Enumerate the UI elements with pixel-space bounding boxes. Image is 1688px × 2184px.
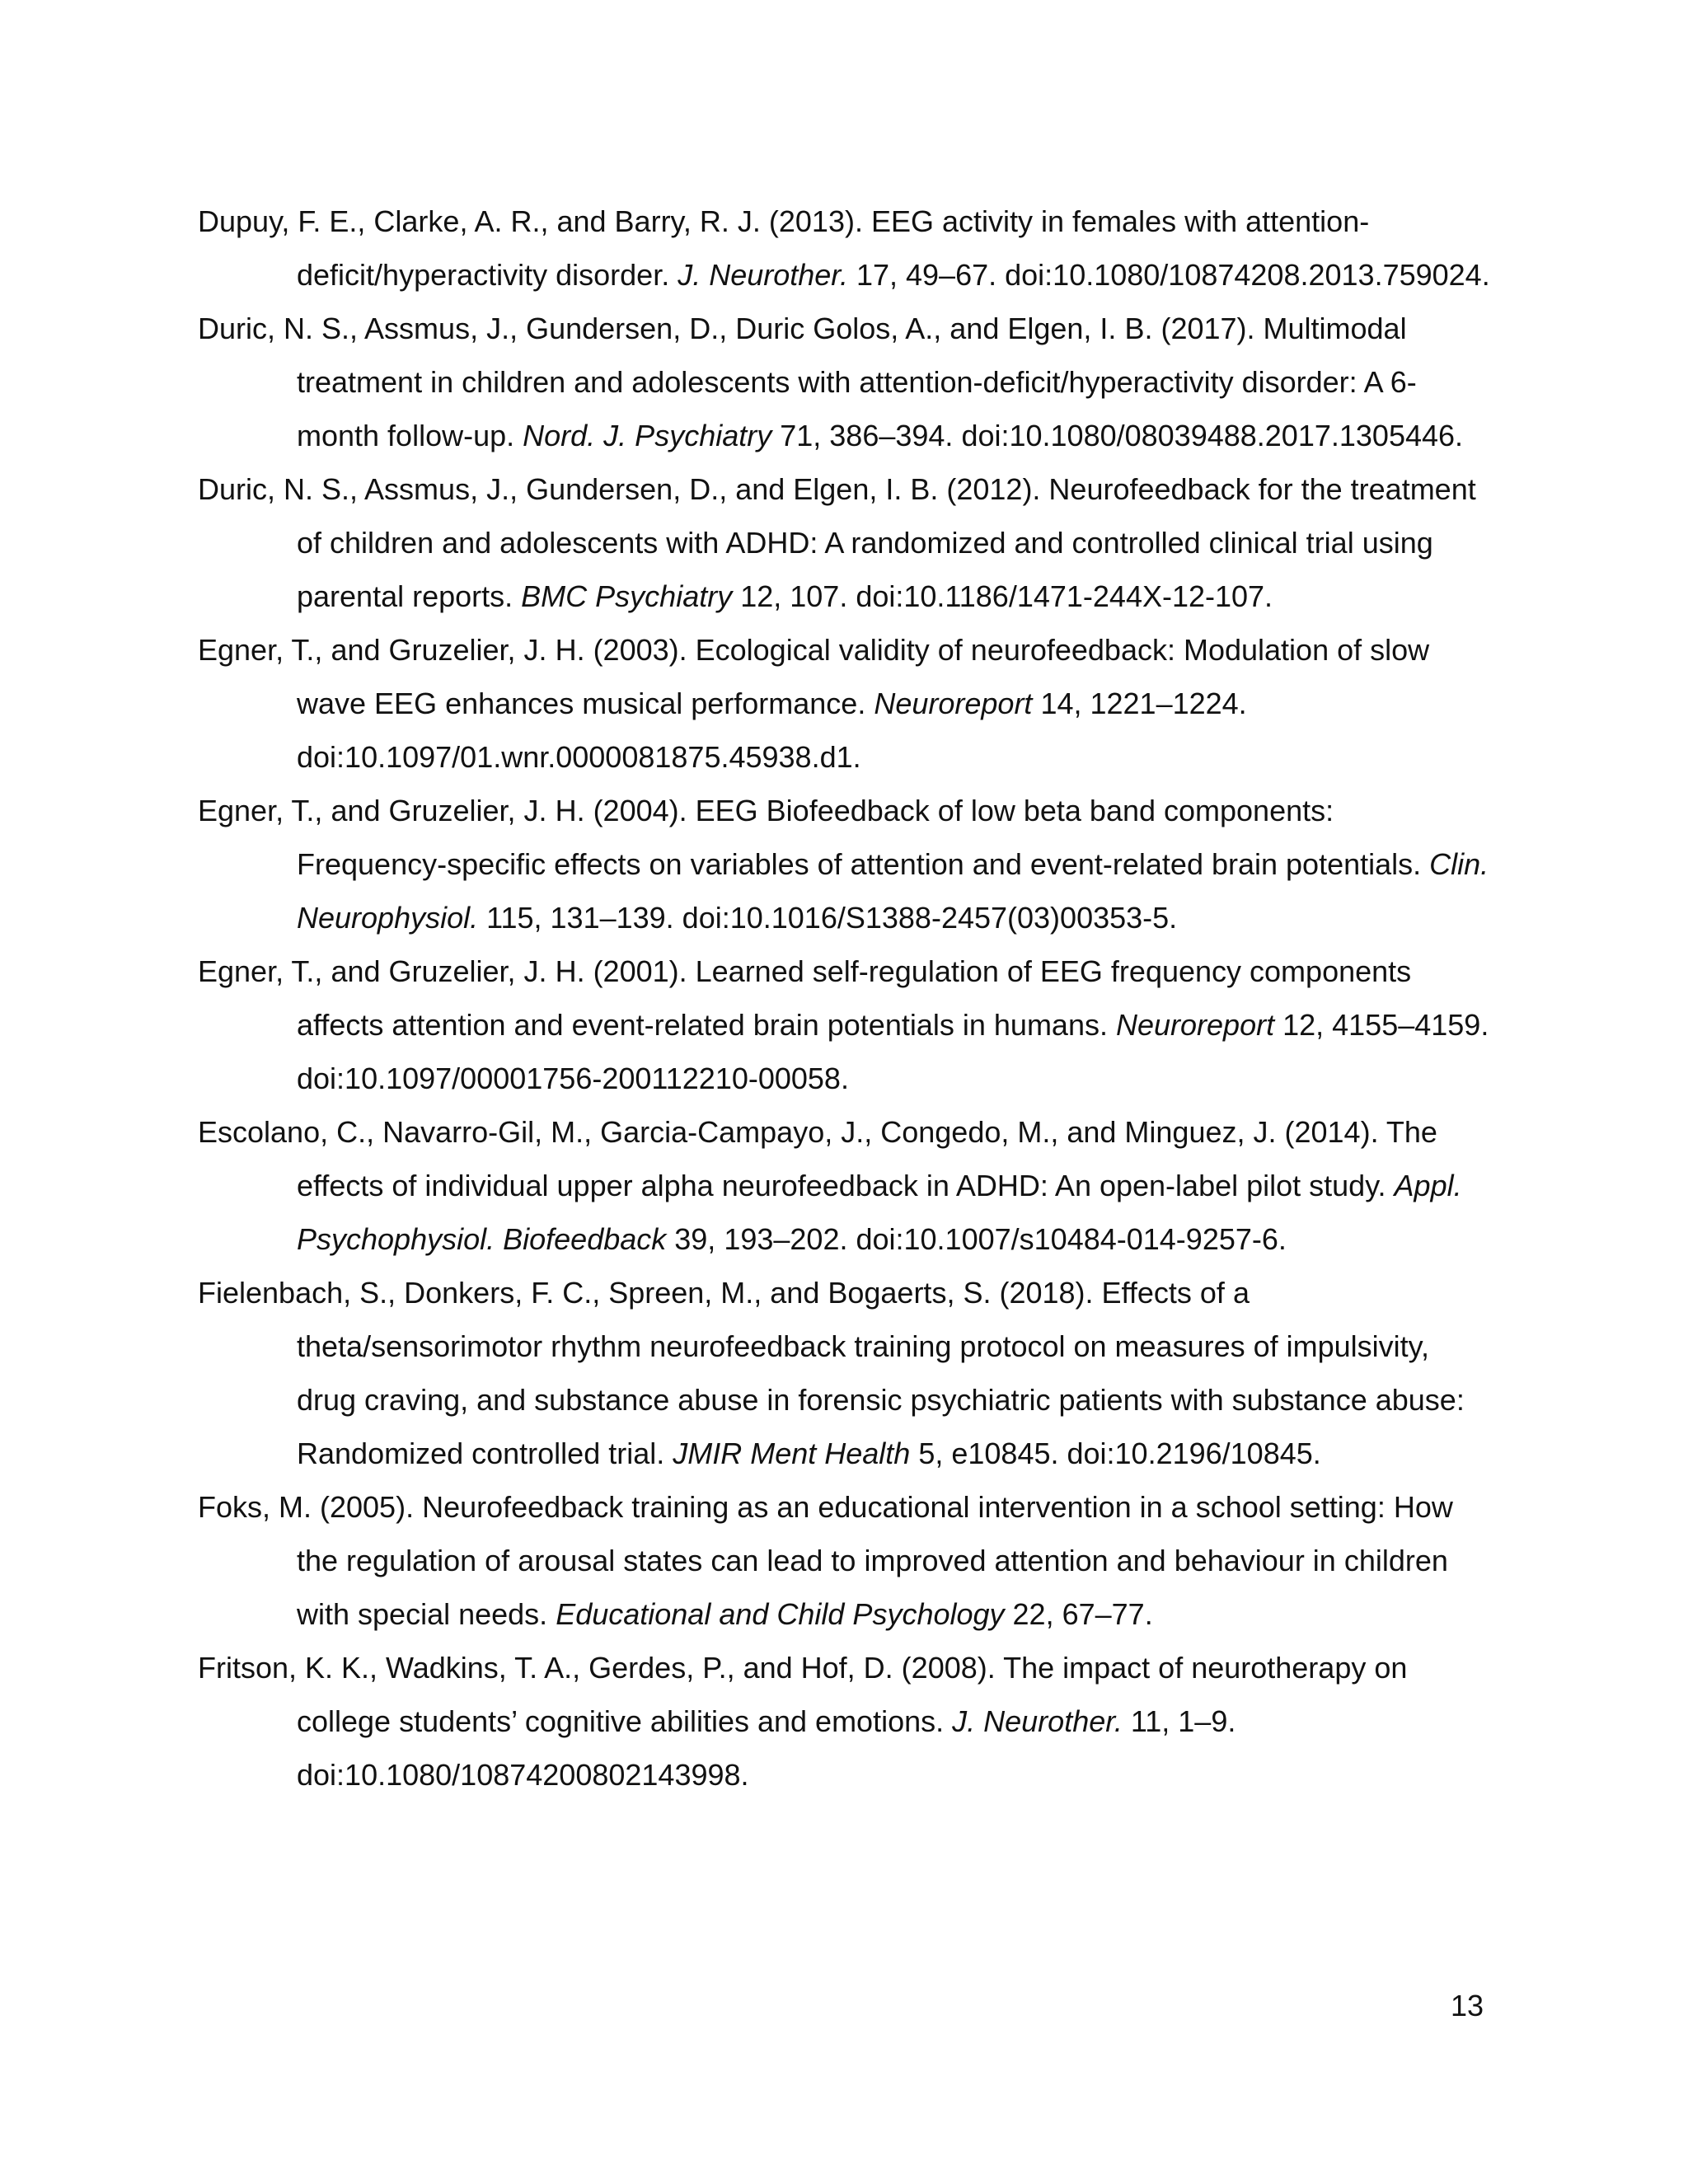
reference-details: 5, e10845. doi:10.2196/10845. xyxy=(910,1436,1321,1470)
reference-text: Fielenbach, S., Donkers, F. C., Spreen, M., and Bogaerts, S. (2018). Effects of a theta/sensorimotor rhythm neurofeedback training protocol on measures of impulsivity, drug craving, and substance abuse in forensic psychiatric patients with substance abuse: Randomized controlled trial. xyxy=(198,1276,1465,1470)
journal-name: J. Neurother. xyxy=(952,1704,1123,1738)
reference-entry xyxy=(198,1105,1492,1266)
reference-details: 39, 193–202. doi:10.1007/s10484-014-9257-6. xyxy=(666,1222,1287,1256)
journal-name: J. Neurother. xyxy=(678,258,848,292)
reference-entry xyxy=(198,462,1492,623)
journal-name: Clin. Neurophysiol. xyxy=(297,847,1489,935)
reference-text: Dupuy, F. E., Clarke, A. R., and Barry, R. J. (2013). EEG activity in females with attention-deficit/hyperactivity disorder. xyxy=(198,204,1370,292)
reference-list xyxy=(198,194,1492,1802)
journal-name: BMC Psychiatry xyxy=(521,579,733,613)
reference-text: Escolano, C., Navarro-Gil, M., Garcia-Campayo, J., Congedo, M., and Minguez, J. (2014). The effects of individual upper alpha neurofeedback in ADHD: An open-label pilot study. xyxy=(198,1115,1437,1202)
journal-name: Neuroreport xyxy=(874,687,1033,720)
reference-text: Egner, T., and Gruzelier, J. H. (2003). Ecological validity of neurofeedback: Modulation of slow wave EEG enhances musical performance. xyxy=(198,633,1430,720)
reference-details: 14, 1221–1224. doi:10.1097/01.wnr.0000081875.45938.d1. xyxy=(297,687,1247,774)
reference-text: Foks, M. (2005). Neurofeedback training as an educational intervention in a school setting: How the regulation of arousal states can lead to improved attention and behaviour in children with special needs. xyxy=(198,1490,1453,1631)
reference-entry xyxy=(198,302,1492,462)
reference-entry xyxy=(198,194,1492,302)
page-number: 13 xyxy=(1450,1989,1484,2022)
journal-name: JMIR Ment Health xyxy=(673,1436,911,1470)
reference-details: 17, 49–67. doi:10.1080/10874208.2013.759024. xyxy=(847,258,1490,292)
reference-text: Duric, N. S., Assmus, J., Gundersen, D., Duric Golos, A., and Elgen, I. B. (2017). Multimodal treatment in children and adolescents with attention-deficit/hyperactivity disorder: A 6-month follow-up. xyxy=(198,312,1417,452)
reference-details: 22, 67–77. xyxy=(1004,1597,1153,1631)
journal-name: Educational and Child Psychology xyxy=(556,1597,1005,1631)
reference-entry xyxy=(198,784,1492,944)
reference-entry xyxy=(198,1480,1492,1641)
reference-details: 115, 131–139. doi:10.1016/S1388-2457(03)00353-5. xyxy=(478,901,1178,935)
reference-entry xyxy=(198,1266,1492,1480)
reference-text: Egner, T., and Gruzelier, J. H. (2004). EEG Biofeedback of low beta band components: Frequency-specific effects on variables of attention and event-related brain potentials. xyxy=(198,794,1430,881)
reference-text: Fritson, K. K., Wadkins, T. A., Gerdes, P., and Hof, D. (2008). The impact of neurotherapy on college students’ cognitive abilities and emotions. xyxy=(198,1651,1408,1738)
reference-entry xyxy=(198,944,1492,1105)
reference-text: Duric, N. S., Assmus, J., Gundersen, D., and Elgen, I. B. (2012). Neurofeedback for the treatment of children and adolescents with ADHD: A randomized and controlled clinical trial using parental reports. xyxy=(198,472,1476,613)
reference-entry xyxy=(198,1641,1492,1802)
reference-details: 71, 386–394. doi:10.1080/08039488.2017.1305446. xyxy=(771,419,1464,452)
reference-entry xyxy=(198,623,1492,784)
journal-name: Appl. Psychophysiol. Biofeedback xyxy=(297,1169,1462,1256)
reference-text: Egner, T., and Gruzelier, J. H. (2001). Learned self-regulation of EEG frequency components affects attention and event-related brain potentials in humans. xyxy=(198,954,1412,1042)
journal-name: Nord. J. Psychiatry xyxy=(523,419,772,452)
reference-details: 12, 4155–4159. doi:10.1097/00001756-200112210-00058. xyxy=(297,1008,1489,1095)
reference-details: 12, 107. doi:10.1186/1471-244X-12-107. xyxy=(732,579,1273,613)
journal-name: Neuroreport xyxy=(1115,1008,1275,1042)
reference-details: 11, 1–9. doi:10.1080/10874200802143998. xyxy=(297,1704,1236,1792)
